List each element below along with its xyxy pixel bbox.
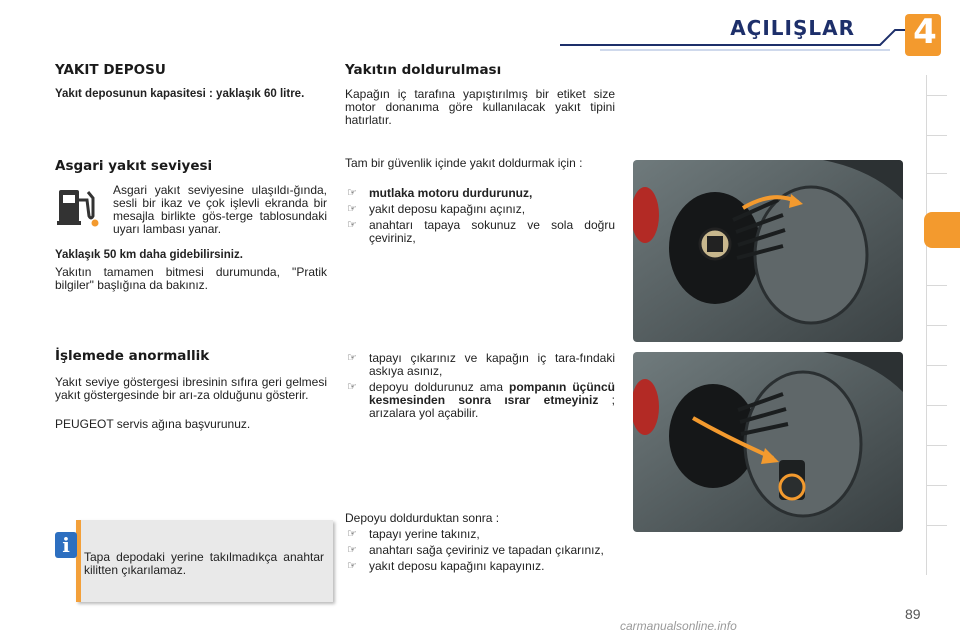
- fill-steps-list: [345, 349, 615, 420]
- section-title-refuelling: Yakıtın doldurulması: [345, 62, 502, 78]
- list-item: ☞ depoyu doldurunuz ama pompanın üçüncü kesmesinden sonra ısrar etmeyiniz ; arızalara yol açabilir.: [347, 380, 615, 420]
- list-item: ☞ anahtarı sağa çeviriniz ve tapadan çıkarınız,: [347, 543, 604, 557]
- chapter-title: AÇILIŞLAR: [730, 16, 855, 40]
- after-intro: Depoyu doldurduktan sonra :: [345, 511, 500, 525]
- empty-tank-text: Yakıtın tamamen bitmesi durumunda, "Pratik bilgiler" başlığına da bakınız.: [55, 265, 327, 292]
- anomaly-text: Yakıt seviye göstergesi ibresinin sıfıra geri gelmesi yakıt göstergesinde bir arı-za olduğunu gösterir.: [55, 375, 327, 402]
- chapter-number: 4: [913, 12, 937, 52]
- hand-pointer-icon: ☞: [347, 544, 357, 556]
- tank-capacity: Yakıt deposunun kapasitesi : yaklaşık 60 litre.: [55, 88, 305, 100]
- fuel-label-text: Kapağın iç tarafına yapıştırılmış bir etiket size motor donanıma göre kullanılacak yakıt tipini hatırlatır.: [345, 87, 615, 127]
- chapter-tab-strip: [926, 75, 947, 575]
- list-item: ☞ yakıt deposu kapağını açınız,: [347, 202, 526, 216]
- page-number: 89: [905, 606, 921, 622]
- list-item: ☞ mutlaka motoru durdurunuz,: [347, 186, 533, 200]
- hand-pointer-icon: ☞: [347, 352, 357, 364]
- hand-pointer-icon: ☞: [347, 381, 357, 393]
- hand-pointer-icon: ☞: [347, 219, 357, 231]
- list-item: ☞ tapayı yerine takınız,: [347, 527, 480, 541]
- active-chapter-tab[interactable]: [924, 212, 960, 248]
- safety-intro: Tam bir güvenlik içinde yakıt doldurmak için :: [345, 156, 583, 170]
- hand-pointer-icon: ☞: [347, 560, 357, 572]
- range-note: Yaklaşık 50 km daha gidebilirsiniz.: [55, 249, 243, 261]
- section-title-low-level: Asgari yakıt seviyesi: [55, 158, 213, 174]
- info-icon: i: [55, 532, 77, 558]
- hand-pointer-icon: ☞: [347, 528, 357, 540]
- hand-pointer-icon: ☞: [347, 203, 357, 215]
- low-level-text: Asgari yakıt seviyesine ulaşıldı-ğında, sesli bir ikaz ve çok işlevli ekranda bir mesajla birlikte gös-terge tablosundaki uyarı lambası yanar.: [113, 183, 327, 236]
- watermark: carmanualsonline.info: [620, 619, 737, 633]
- list-item: ☞ tapayı çıkarınız ve kapağın iç tara-fındaki askıya asınız,: [347, 351, 615, 378]
- fuel-pump-icon: [55, 186, 103, 228]
- list-item: ☞ anahtarı tapaya sokunuz ve sola doğru çeviriniz,: [347, 218, 615, 245]
- list-item: ☞ yakıt deposu kapağını kapayınız.: [347, 559, 545, 573]
- service-text: PEUGEOT servis ağına başvurunuz.: [55, 417, 251, 431]
- safety-steps-list: [345, 184, 615, 245]
- section-title-fuel-tank: YAKIT DEPOSU: [55, 62, 166, 78]
- fuel-flap-open-photo: [633, 160, 903, 342]
- section-title-anomaly: İşlemede anormallik: [55, 348, 210, 364]
- fuel-cap-hung-photo: [633, 352, 903, 532]
- hand-pointer-icon: ☞: [347, 187, 357, 199]
- info-text: Tapa depodaki yerine takılmadıkça anahtar kilitten çıkarılamaz.: [84, 550, 324, 577]
- after-steps-list: [345, 525, 615, 573]
